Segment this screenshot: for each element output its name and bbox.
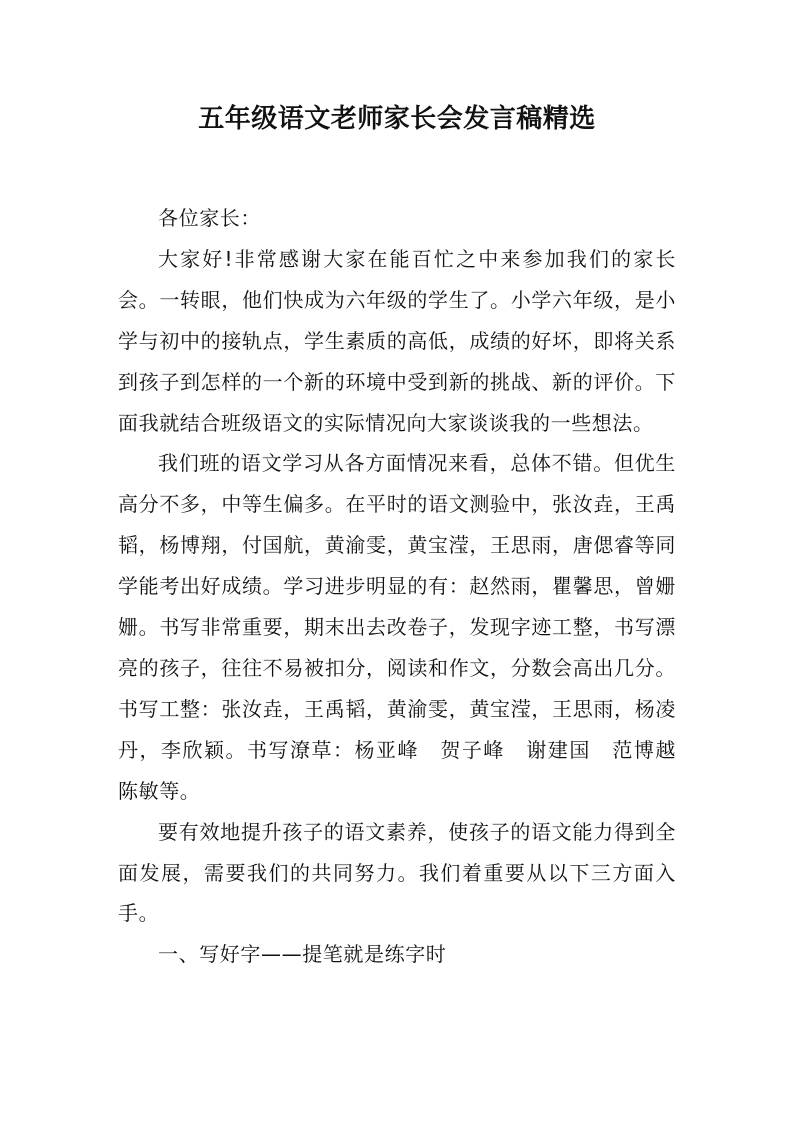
document-title: 五年级语文老师家长会发言稿精选 [198, 104, 596, 134]
paragraph-class-status: 我们班的语文学习从各方面情况来看，总体不错。但优生高分不多，中等生偏多。在平时的语文测验中，张汝垚，王禹韬，杨博翔，付国航，黄渝雯，黄宝滢，王思雨，唐偲睿等同学能考出好成绩。学习进步明显的有：赵然雨，瞿馨思，曾姗姗。书写非常重要，期末出去改卷子，发现字迹工整，书写漂亮的孩子，往往不易被扣分，阅读和作文，分数会高出几分。书写工整：张汝垚，王禹韬，黄渝雯，黄宝滢，王思雨，杨凌丹，李欣颖。书写潦草：杨亚峰 贺子峰 谢建国 范博越 陈敏等。 [118, 451, 697, 803]
section-heading-handwriting: 一、写好字——提笔就是练字时 [158, 942, 447, 967]
paragraph-greeting: 各位家长： [158, 206, 261, 230]
paragraph-improvement: 要有效地提升孩子的语文素养，使孩子的语文能力得到全面发展，需要我们的共同努力。我们着重要从以下三方面入手。 [118, 819, 676, 926]
document-body [118, 198, 697, 975]
paragraph-opening: 大家好!非常感谢大家在能百忙之中来参加我们的家长会。一转眼，他们快成为六年级的学生了。小学六年级，是小学与初中的接轨点，学生素质的高低，成绩的好坏，即将关系到孩子到怎样的一个新的环境中受到新的挑战、新的评价。下面我就结合班级语文的实际情况向大家谈谈我的一些想法。 [118, 246, 676, 435]
